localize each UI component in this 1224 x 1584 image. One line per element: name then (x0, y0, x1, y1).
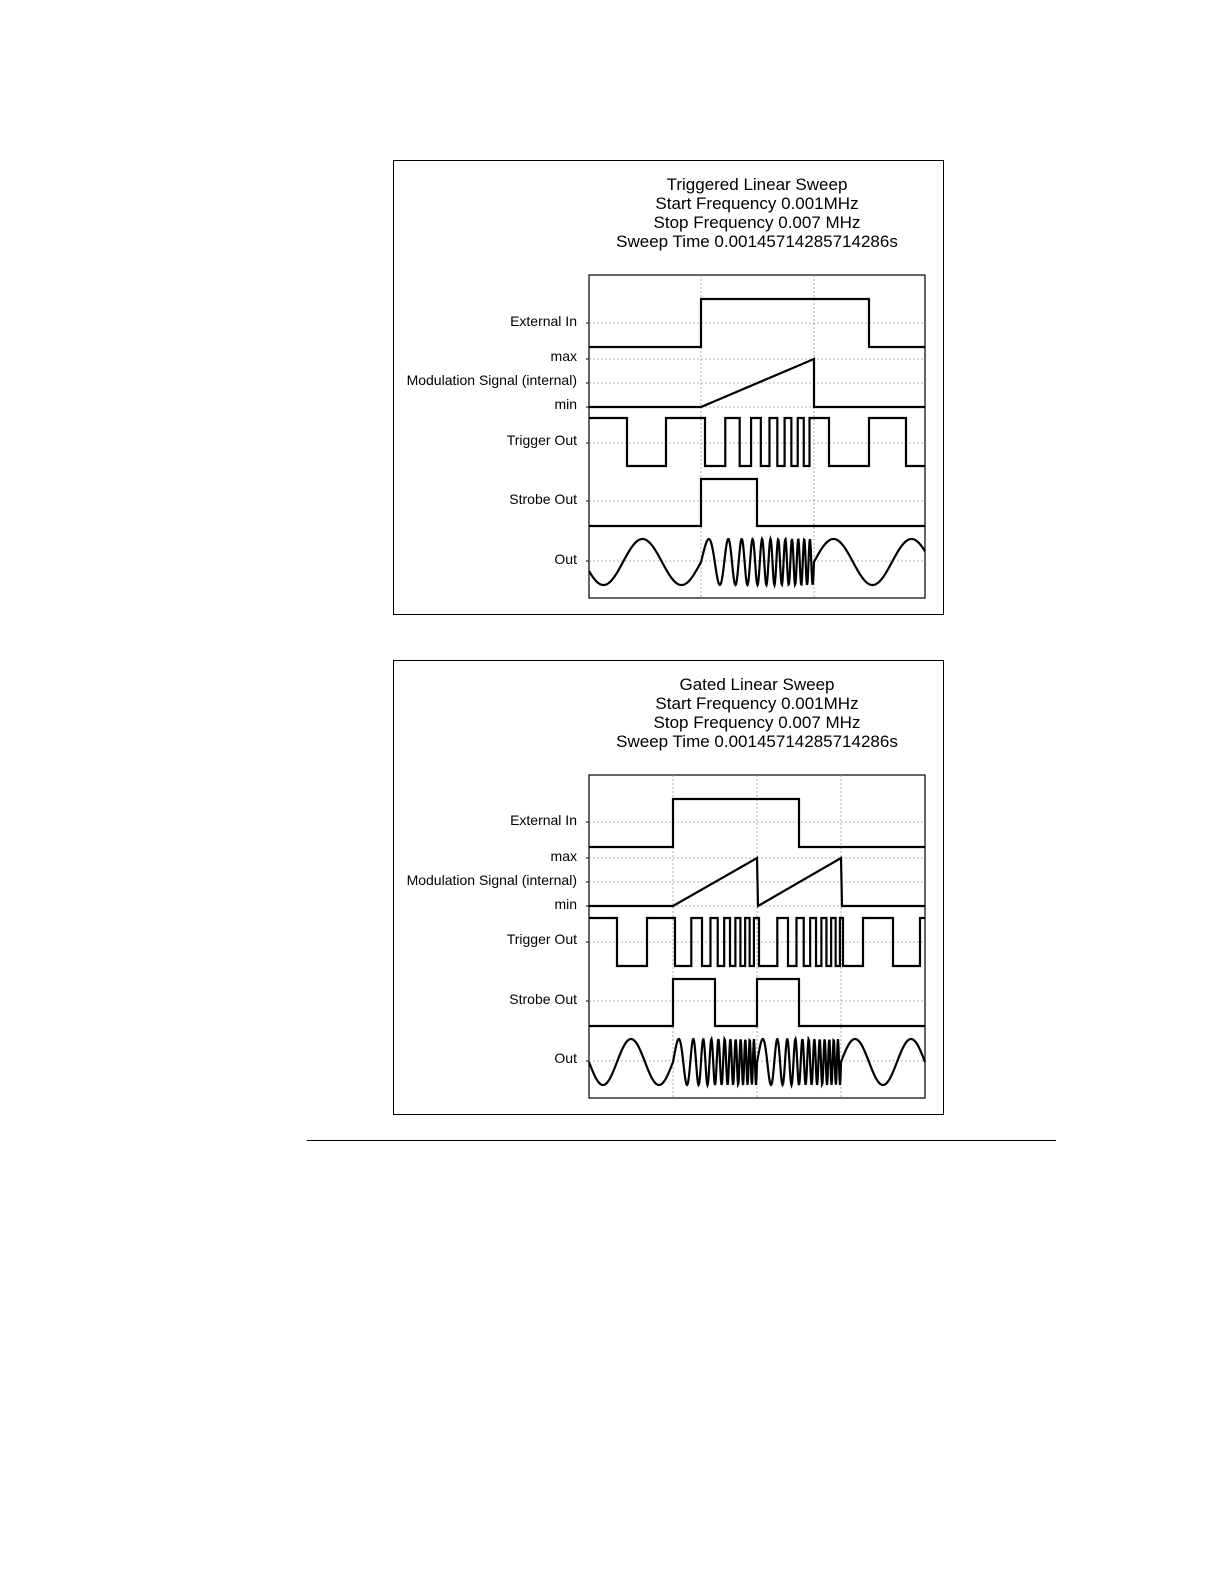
strobe-out-trace (589, 979, 925, 1026)
title-line: Gated Linear Sweep (679, 675, 835, 694)
title-line: Stop Frequency 0.007 MHz (653, 213, 861, 232)
label-strobe-out: Strobe Out (509, 991, 577, 1007)
title-line: Triggered Linear Sweep (666, 175, 848, 194)
label-max: max (550, 348, 577, 364)
label-strobe-out: Strobe Out (509, 491, 577, 507)
label-max: max (550, 848, 577, 864)
triggered-sweep-figure (393, 160, 944, 615)
title-line: Sweep Time 0.00145714285714286s (616, 732, 898, 751)
waveform-plot (394, 161, 945, 616)
label-external-in: External In (510, 812, 577, 828)
output-sine-trace (589, 539, 925, 585)
title-line: Sweep Time 0.00145714285714286s (616, 232, 898, 251)
label-modulation-signal: Modulation Signal (internal) (406, 372, 577, 388)
gated-sweep-figure (393, 660, 944, 1115)
waveform-plot (394, 661, 945, 1116)
label-trigger-out: Trigger Out (506, 432, 577, 448)
title-line: Stop Frequency 0.007 MHz (653, 713, 861, 732)
label-min: min (554, 896, 577, 912)
label-out: Out (554, 551, 577, 567)
page-divider (307, 1140, 1056, 1141)
label-trigger-out: Trigger Out (506, 931, 577, 947)
label-external-in: External In (510, 313, 577, 329)
output-sine-trace (589, 1039, 925, 1085)
trigger-out-trace (589, 418, 925, 466)
strobe-out-trace (589, 479, 925, 526)
title-line: Start Frequency 0.001MHz (655, 694, 859, 713)
label-min: min (554, 396, 577, 412)
plot-frame (589, 275, 925, 598)
title-line: Start Frequency 0.001MHz (655, 194, 859, 213)
label-out: Out (554, 1050, 577, 1066)
label-modulation-signal: Modulation Signal (internal) (406, 872, 577, 888)
